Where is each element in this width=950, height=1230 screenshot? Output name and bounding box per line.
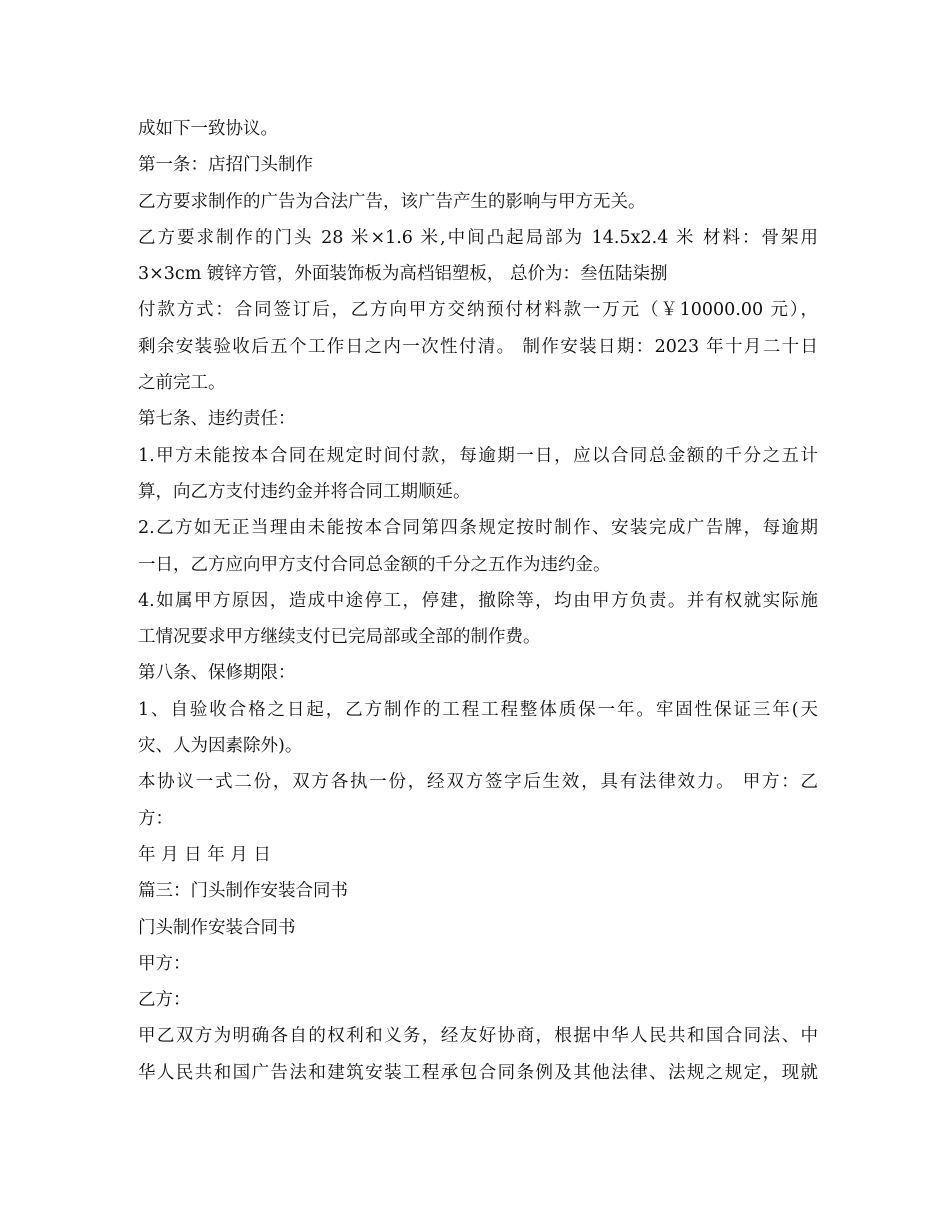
text-line: 剩余安装验收后五个工作日之内一次性付清。 制作安装日期：2023 年十月二十日 xyxy=(138,336,818,357)
party-b-label: 乙方： xyxy=(138,990,191,1011)
section-heading: 篇三：门头制作安装合同书 xyxy=(138,881,348,902)
text-line: 2.乙方如无正当理由未能按本合同第四条规定按时制作、安装完成广告牌，每逾期 xyxy=(138,518,818,539)
document-body xyxy=(138,111,818,1091)
text-line: 付款方式：合同签订后，乙方向甲方交纳预付材料款一万元（￥10000.00 元）， xyxy=(138,300,818,321)
text-line: 之前完工。 xyxy=(138,373,226,394)
section-heading: 第七条、违约责任： xyxy=(138,409,296,430)
section-heading: 第一条：店招门头制作 xyxy=(138,155,313,176)
text-line: 乙方要求制作的广告为合法广告，该广告产生的影响与甲方无关。 xyxy=(138,191,646,212)
date-line: 年 月 日 年 月 日 xyxy=(138,844,271,865)
party-a-label: 甲方： xyxy=(138,953,191,974)
text-line: 工情况要求甲方继续支付已完局部或全部的制作费。 xyxy=(138,627,541,648)
text-line: 方： xyxy=(138,808,173,829)
text-line: 4.如属甲方原因，造成中途停工，停建，撤除等，均由甲方负责。并有权就实际施 xyxy=(138,590,818,611)
text-line: 成如下一致协议。 xyxy=(138,119,278,139)
text-line: 灾、人为因素除外)。 xyxy=(138,736,303,757)
section-heading: 第八条、保修期限： xyxy=(138,663,296,684)
text-line: 华人民共和国广告法和建筑安装工程承包合同条例及其他法律、法规之规定，现就 xyxy=(138,1062,818,1083)
text-line: 一日，乙方应向甲方支付合同总金额的千分之五作为违约金。 xyxy=(138,554,611,575)
text-line: 算，向乙方支付违约金并将合同工期顺延。 xyxy=(138,481,471,502)
document-title: 门头制作安装合同书 xyxy=(138,917,296,938)
text-line: 甲乙双方为明确各自的权利和义务，经友好协商，根据中华人民共和国合同法、中 xyxy=(138,1026,818,1047)
text-line: 本协议一式二份，双方各执一份，经双方签字后生效，具有法律效力。 甲方：乙 xyxy=(138,772,818,793)
text-line: 3×3cm 镀锌方管，外面装饰板为高档铝塑板， 总价为：叁伍陆柒捌 xyxy=(138,264,668,285)
text-line: 乙方要求制作的门头 28 米×1.6 米,中间凸起局部为 14.5x2.4 米 材料：骨架用 xyxy=(138,227,818,248)
text-line: 1、自验收合格之日起，乙方制作的工程工程整体质保一年。牢固性保证三年(天 xyxy=(138,699,818,720)
text-line: 1.甲方未能按本合同在规定时间付款，每逾期一日，应以合同总金额的千分之五计 xyxy=(138,445,818,466)
